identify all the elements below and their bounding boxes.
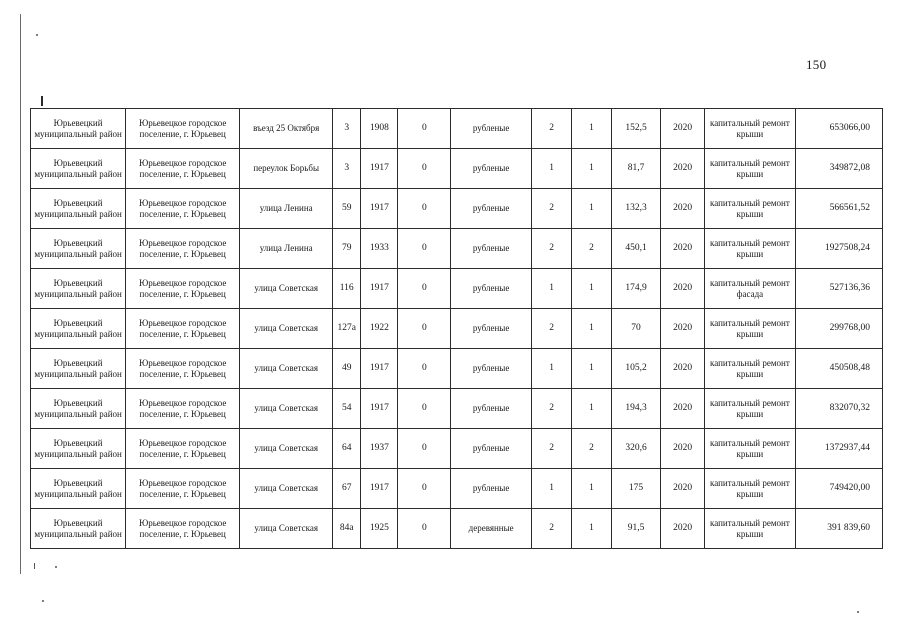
scan-artifact-dot xyxy=(42,600,44,602)
build-year-cell: 1922 xyxy=(361,309,398,349)
street-cell: улица Советская xyxy=(240,349,333,389)
settlement-cell: Юрьевецкое городское поселение, г. Юрьевец xyxy=(126,309,240,349)
cost-cell: 1927508,24 xyxy=(795,229,882,269)
cost-cell: 832070,32 xyxy=(795,389,882,429)
street-cell: улица Советская xyxy=(240,309,333,349)
work-type-cell: капитальный ремонт крыши xyxy=(704,109,795,149)
building-registry-table xyxy=(30,108,883,549)
floors-cell: 2 xyxy=(532,509,572,549)
street-cell: переулок Борьбы xyxy=(240,149,333,189)
district-cell: Юрьевецкий муниципальный район xyxy=(31,469,126,509)
zero-value-cell: 0 xyxy=(398,149,451,189)
work-type-cell: капитальный ремонт крыши xyxy=(704,189,795,229)
area-cell: 91,5 xyxy=(611,509,661,549)
plan-year-cell: 2020 xyxy=(661,189,704,229)
entrances-cell: 2 xyxy=(572,429,611,469)
house-number-cell: 3 xyxy=(333,109,361,149)
table-row xyxy=(31,189,883,229)
settlement-cell: Юрьевецкое городское поселение, г. Юрьевец xyxy=(126,189,240,229)
zero-value-cell: 0 xyxy=(398,349,451,389)
street-cell: улица Советская xyxy=(240,429,333,469)
entrances-cell: 1 xyxy=(572,149,611,189)
build-year-cell: 1925 xyxy=(361,509,398,549)
work-type-cell: капитальный ремонт крыши xyxy=(704,149,795,189)
scan-artifact-tick-top xyxy=(41,96,43,106)
wall-material-cell: рубленые xyxy=(451,429,532,469)
district-cell: Юрьевецкий муниципальный район xyxy=(31,149,126,189)
plan-year-cell: 2020 xyxy=(661,109,704,149)
area-cell: 81,7 xyxy=(611,149,661,189)
work-type-cell: капитальный ремонт фасада xyxy=(704,269,795,309)
wall-material-cell: рубленые xyxy=(451,309,532,349)
wall-material-cell: рубленые xyxy=(451,149,532,189)
house-number-cell: 127а xyxy=(333,309,361,349)
floors-cell: 1 xyxy=(532,269,572,309)
zero-value-cell: 0 xyxy=(398,309,451,349)
zero-value-cell: 0 xyxy=(398,109,451,149)
work-type-cell: капитальный ремонт крыши xyxy=(704,309,795,349)
entrances-cell: 1 xyxy=(572,269,611,309)
build-year-cell: 1917 xyxy=(361,349,398,389)
district-cell: Юрьевецкий муниципальный район xyxy=(31,109,126,149)
cost-cell: 349872,08 xyxy=(795,149,882,189)
zero-value-cell: 0 xyxy=(398,389,451,429)
table-row xyxy=(31,269,883,309)
plan-year-cell: 2020 xyxy=(661,269,704,309)
wall-material-cell: рубленые xyxy=(451,469,532,509)
entrances-cell: 1 xyxy=(572,469,611,509)
cost-cell: 299768,00 xyxy=(795,309,882,349)
wall-material-cell: рубленые xyxy=(451,349,532,389)
table-row xyxy=(31,429,883,469)
plan-year-cell: 2020 xyxy=(661,309,704,349)
zero-value-cell: 0 xyxy=(398,509,451,549)
plan-year-cell: 2020 xyxy=(661,509,704,549)
table-row xyxy=(31,509,883,549)
wall-material-cell: рубленые xyxy=(451,269,532,309)
cost-cell: 749420,00 xyxy=(795,469,882,509)
settlement-cell: Юрьевецкое городское поселение, г. Юрьевец xyxy=(126,269,240,309)
plan-year-cell: 2020 xyxy=(661,389,704,429)
floors-cell: 1 xyxy=(532,149,572,189)
floors-cell: 2 xyxy=(532,109,572,149)
cost-cell: 527136,36 xyxy=(795,269,882,309)
house-number-cell: 59 xyxy=(333,189,361,229)
house-number-cell: 64 xyxy=(333,429,361,469)
scan-artifact-dot xyxy=(36,34,38,36)
table-row xyxy=(31,469,883,509)
plan-year-cell: 2020 xyxy=(661,349,704,389)
settlement-cell: Юрьевецкое городское поселение, г. Юрьевец xyxy=(126,149,240,189)
zero-value-cell: 0 xyxy=(398,429,451,469)
settlement-cell: Юрьевецкое городское поселение, г. Юрьевец xyxy=(126,389,240,429)
district-cell: Юрьевецкий муниципальный район xyxy=(31,189,126,229)
build-year-cell: 1908 xyxy=(361,109,398,149)
wall-material-cell: рубленые xyxy=(451,109,532,149)
settlement-cell: Юрьевецкое городское поселение, г. Юрьевец xyxy=(126,229,240,269)
district-cell: Юрьевецкий муниципальный район xyxy=(31,349,126,389)
house-number-cell: 67 xyxy=(333,469,361,509)
settlement-cell: Юрьевецкое городское поселение, г. Юрьевец xyxy=(126,349,240,389)
cost-cell: 391 839,60 xyxy=(795,509,882,549)
plan-year-cell: 2020 xyxy=(661,229,704,269)
area-cell: 175 xyxy=(611,469,661,509)
street-cell: въезд 25 Октября xyxy=(240,109,333,149)
entrances-cell: 2 xyxy=(572,229,611,269)
district-cell: Юрьевецкий муниципальный район xyxy=(31,389,126,429)
area-cell: 450,1 xyxy=(611,229,661,269)
plan-year-cell: 2020 xyxy=(661,469,704,509)
table-row xyxy=(31,309,883,349)
floors-cell: 1 xyxy=(532,349,572,389)
build-year-cell: 1917 xyxy=(361,149,398,189)
district-cell: Юрьевецкий муниципальный район xyxy=(31,229,126,269)
street-cell: улица Советская xyxy=(240,509,333,549)
wall-material-cell: деревянные xyxy=(451,509,532,549)
area-cell: 194,3 xyxy=(611,389,661,429)
wall-material-cell: рубленые xyxy=(451,389,532,429)
zero-value-cell: 0 xyxy=(398,229,451,269)
area-cell: 132,3 xyxy=(611,189,661,229)
area-cell: 152,5 xyxy=(611,109,661,149)
table-row xyxy=(31,349,883,389)
table-row xyxy=(31,389,883,429)
work-type-cell: капитальный ремонт крыши xyxy=(704,469,795,509)
entrances-cell: 1 xyxy=(572,389,611,429)
zero-value-cell: 0 xyxy=(398,189,451,229)
cost-cell: 653066,00 xyxy=(795,109,882,149)
street-cell: улица Ленина xyxy=(240,189,333,229)
floors-cell: 2 xyxy=(532,189,572,229)
build-year-cell: 1917 xyxy=(361,389,398,429)
house-number-cell: 49 xyxy=(333,349,361,389)
house-number-cell: 79 xyxy=(333,229,361,269)
scan-artifact-dot xyxy=(857,611,859,613)
floors-cell: 1 xyxy=(532,469,572,509)
floors-cell: 2 xyxy=(532,229,572,269)
area-cell: 174,9 xyxy=(611,269,661,309)
settlement-cell: Юрьевецкое городское поселение, г. Юрьевец xyxy=(126,109,240,149)
page-number: 150 xyxy=(806,57,827,72)
build-year-cell: 1917 xyxy=(361,469,398,509)
house-number-cell: 54 xyxy=(333,389,361,429)
settlement-cell: Юрьевецкое городское поселение, г. Юрьевец xyxy=(126,429,240,469)
entrances-cell: 1 xyxy=(572,189,611,229)
district-cell: Юрьевецкий муниципальный район xyxy=(31,269,126,309)
area-cell: 70 xyxy=(611,309,661,349)
zero-value-cell: 0 xyxy=(398,269,451,309)
district-cell: Юрьевецкий муниципальный район xyxy=(31,429,126,469)
build-year-cell: 1917 xyxy=(361,269,398,309)
district-cell: Юрьевецкий муниципальный район xyxy=(31,509,126,549)
street-cell: улица Советская xyxy=(240,389,333,429)
work-type-cell: капитальный ремонт крыши xyxy=(704,349,795,389)
table-row xyxy=(31,229,883,269)
scan-artifact-tick-bottom xyxy=(34,563,35,569)
build-year-cell: 1917 xyxy=(361,189,398,229)
settlement-cell: Юрьевецкое городское поселение, г. Юрьевец xyxy=(126,469,240,509)
entrances-cell: 1 xyxy=(572,349,611,389)
area-cell: 320,6 xyxy=(611,429,661,469)
wall-material-cell: рубленые xyxy=(451,229,532,269)
work-type-cell: капитальный ремонт крыши xyxy=(704,389,795,429)
cost-cell: 566561,52 xyxy=(795,189,882,229)
work-type-cell: капитальный ремонт крыши xyxy=(704,509,795,549)
district-cell: Юрьевецкий муниципальный район xyxy=(31,309,126,349)
settlement-cell: Юрьевецкое городское поселение, г. Юрьевец xyxy=(126,509,240,549)
zero-value-cell: 0 xyxy=(398,469,451,509)
house-number-cell: 116 xyxy=(333,269,361,309)
area-cell: 105,2 xyxy=(611,349,661,389)
floors-cell: 2 xyxy=(532,309,572,349)
work-type-cell: капитальный ремонт крыши xyxy=(704,429,795,469)
scan-artifact-dot xyxy=(55,566,57,568)
street-cell: улица Советская xyxy=(240,269,333,309)
cost-cell: 450508,48 xyxy=(795,349,882,389)
table-row xyxy=(31,149,883,189)
floors-cell: 2 xyxy=(532,429,572,469)
wall-material-cell: рубленые xyxy=(451,189,532,229)
work-type-cell: капитальный ремонт крыши xyxy=(704,229,795,269)
entrances-cell: 1 xyxy=(572,109,611,149)
plan-year-cell: 2020 xyxy=(661,429,704,469)
scan-artifact-left-line xyxy=(20,14,21,574)
build-year-cell: 1933 xyxy=(361,229,398,269)
floors-cell: 2 xyxy=(532,389,572,429)
house-number-cell: 3 xyxy=(333,149,361,189)
table-row xyxy=(31,109,883,149)
build-year-cell: 1937 xyxy=(361,429,398,469)
plan-year-cell: 2020 xyxy=(661,149,704,189)
street-cell: улица Советская xyxy=(240,469,333,509)
cost-cell: 1372937,44 xyxy=(795,429,882,469)
entrances-cell: 1 xyxy=(572,509,611,549)
street-cell: улица Ленина xyxy=(240,229,333,269)
house-number-cell: 84а xyxy=(333,509,361,549)
entrances-cell: 1 xyxy=(572,309,611,349)
registry-body xyxy=(31,109,883,549)
